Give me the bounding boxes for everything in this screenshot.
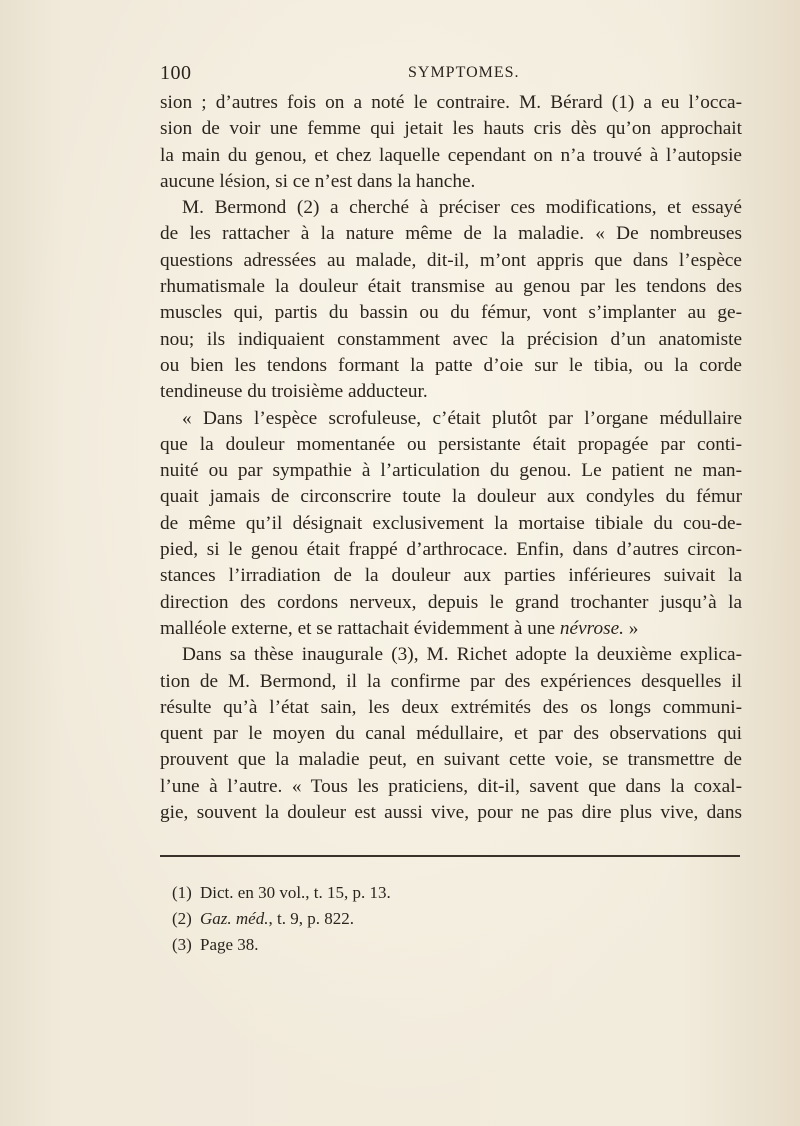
footnote-text: Dict. en 30 vol., t. 15, p. 13.	[200, 883, 391, 902]
footnote	[172, 880, 572, 906]
text-line: aucune lésion, si ce n’est dans la hanche.	[160, 170, 476, 192]
text-line: sion de voir une femme qui jetait les hauts cris dès qu’on approchait	[160, 118, 742, 140]
footnote-text: Page 38.	[200, 935, 259, 954]
text-line: muscles qui, partis du bassin ou du fémur, vont s’implanter au ge-	[160, 302, 742, 324]
text-line: tion de M. Bermond, il la confirme par des expériences desquelles il	[160, 670, 742, 692]
footnote	[172, 932, 572, 958]
footnote-rule	[160, 855, 740, 857]
text-line: nou; ils indiquaient constamment avec la précision d’un anatomiste	[160, 328, 742, 350]
text-line: la main du genou, et chez laquelle cependant on n’a trouvé à l’autopsie	[160, 144, 742, 166]
text-line: l’une à l’autre. « Tous les praticiens, dit-il, savent que dans la coxal-	[160, 775, 742, 797]
text-line	[160, 616, 742, 642]
footnote	[172, 906, 572, 932]
text-line: que la douleur momentanée ou persistante était propagée par conti-	[160, 433, 742, 455]
text-line: de les rattacher à la nature même de la maladie. « De nombreuses	[160, 223, 742, 245]
text-line: ou bien les tendons formant la patte d’oie sur le tibia, ou la corde	[160, 354, 742, 376]
italic-word: névrose.	[559, 617, 624, 639]
text-line: tendineuse du troisième adducteur.	[160, 381, 428, 403]
text-line: rhumatismale la douleur était transmise au genou par les tendons des	[160, 276, 742, 298]
text-line: M. Bermond (2) a cherché à préciser ces modifications, et essayé	[182, 197, 742, 219]
text-line: quait jamais de circonscrire toute la douleur aux condyles du fémur	[160, 486, 742, 508]
text-line: « Dans l’espèce scrofuleuse, c’était plutôt par l’organe médullaire	[182, 407, 742, 429]
footnote-number: (2)	[172, 909, 192, 928]
page-number: 100	[160, 62, 192, 84]
closing-quote: »	[623, 617, 639, 639]
text-line: pied, si le genou était frappé d’arthrocace. Enfin, dans d’autres circon-	[160, 539, 742, 561]
running-head	[160, 62, 740, 88]
footnote-number: (1)	[172, 883, 192, 902]
footnote-number: (3)	[172, 935, 192, 954]
text-line: résulte qu’à l’état sain, les deux extrémités des os longs communi-	[160, 696, 742, 718]
running-title: SYMPTOMES.	[408, 64, 520, 81]
text-line: stances l’irradiation de la douleur aux parties inférieures suivait la	[160, 565, 742, 587]
text-line: questions adressées au malade, dit-il, m’ont appris que dans l’espèce	[160, 249, 742, 271]
footnote-text: , t. 9, p. 822.	[268, 909, 354, 928]
text-line: nuité ou par sympathie à l’articulation du genou. Le patient ne man-	[160, 460, 742, 482]
text-line: prouvent que la maladie peut, en suivant cette voie, se transmettre de	[160, 749, 742, 771]
text-line: de même qu’il désignait exclusivement la mortaise tibiale du cou-de-	[160, 512, 742, 534]
text-line: gie, souvent la douleur est aussi vive, pour ne pas dire plus vive, dans	[160, 802, 742, 824]
text-segment: malléole externe, et se rattachait évidemment à une	[160, 617, 556, 639]
text-line: sion ; d’autres fois on a noté le contraire. M. Bérard (1) a eu l’occa-	[160, 92, 742, 113]
text-line: direction des cordons nerveux, depuis le grand trochanter jusqu’à la	[160, 591, 742, 613]
text-line: quent par le moyen du canal médullaire, et par des observations qui	[160, 723, 742, 745]
footnote-italic: Gaz. méd.	[200, 909, 269, 928]
text-line: Dans sa thèse inaugurale (3), M. Richet adopte la deuxième explica-	[182, 644, 742, 666]
footnotes	[172, 880, 572, 958]
body-text	[160, 90, 742, 826]
